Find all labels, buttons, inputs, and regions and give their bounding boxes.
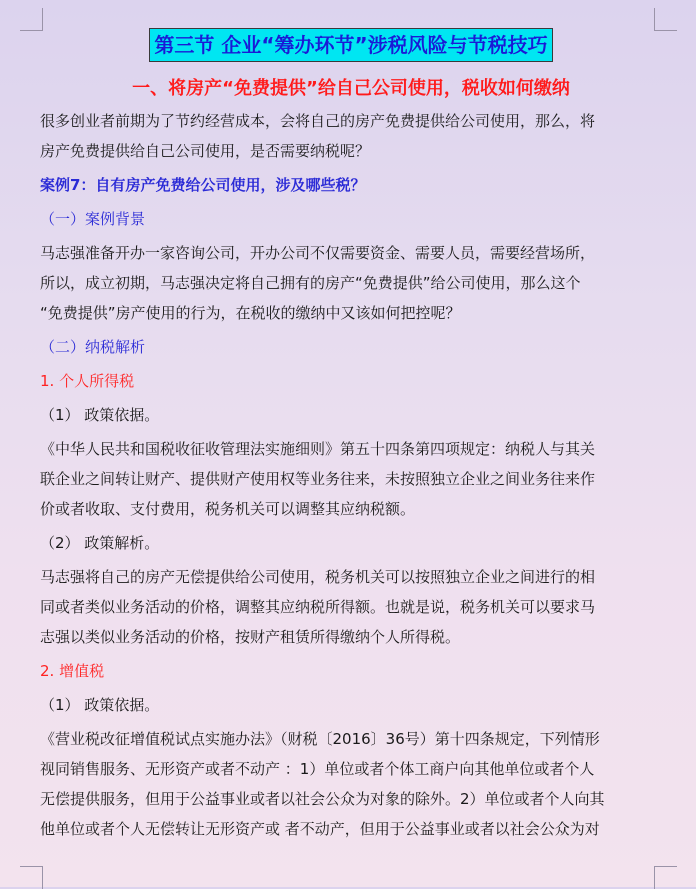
case-title: 案例7：自有房产免费给公司使用，涉及哪些税？ (40, 176, 366, 194)
intro-paragraph (40, 106, 662, 166)
text-line: 很多创业者前期为了节约经营成本，会将自己的房产免费提供给公司使用，那么，将 (40, 112, 596, 130)
text-line: 同或者类似业务活动的价格，调整其应纳税所得额。也就是说，税务机关可以要求马 (40, 598, 596, 616)
section-heading-background: （一）案例背景 (40, 210, 146, 228)
subtitle: 一、将房产“免费提供”给自己公司使用，税收如何缴纳 (132, 78, 570, 99)
text-line: 价或者收取、支付费用，税务机关可以调整其应纳税额。 (40, 500, 416, 518)
policy-basis-label: （1） 政策依据。 (40, 406, 160, 424)
section-heading-analysis: （二）纳税解析 (40, 338, 146, 356)
text-line: 《营业税改征增值税试点实施办法》（财税〔2016〕36号）第十四条规定，下列情形 (40, 730, 600, 748)
text-line: 马志强准备开办一家咨询公司，开办公司不仅需要资金、需要人员，需要经营场所， (40, 244, 596, 262)
document-page (40, 28, 662, 848)
text-line: 马志强将自己的房产无偿提供给公司使用，税务机关可以按照独立企业之间进行的相 (40, 568, 596, 586)
tax-heading-income-tax: 1. 个人所得税 (40, 372, 135, 390)
text-line: “免费提供”房产使用的行为，在税收的缴纳中又该如何把控呢？ (40, 304, 461, 322)
text-line: 他单位或者个人无偿转让无形资产或 者不动产，但用于公益事业或者以社会公众为对 (40, 820, 600, 838)
text-line: 《中华人民共和国税收征收管理法实施细则》第五十四条第四项规定：纳税人与其关 (40, 440, 596, 458)
income-tax-analysis-paragraph (40, 562, 662, 652)
corner-mark-bottom-left (20, 866, 43, 889)
corner-mark-bottom-right (654, 866, 677, 889)
title-wrap (40, 28, 662, 68)
text-line: 所以，成立初期，马志强决定将自己拥有的房产“免费提供”给公司使用，那么这个 (40, 274, 581, 292)
vat-basis-paragraph (40, 724, 662, 844)
background-paragraph (40, 238, 662, 328)
text-line: 志强以类似业务活动的价格，按财产租赁所得缴纳个人所得税。 (40, 628, 461, 646)
text-line: 视同销售服务、无形资产或者不动产 ：1）单位或者个体工商户向其他单位或者个人 (40, 760, 595, 778)
policy-analysis-label: （2） 政策解析。 (40, 534, 160, 552)
tax-heading-vat: 2. 增值税 (40, 662, 105, 680)
text-line: 无偿提供服务，但用于公益事业或者以社会公众为对象的除外。2）单位或者个人向其 (40, 790, 605, 808)
text-line: 房产免费提供给自己公司使用，是否需要纳税呢？ (40, 142, 371, 160)
section-title: 第三节 企业“筹办环节”涉税风险与节税技巧 (149, 28, 552, 62)
policy-basis-label: （1） 政策依据。 (40, 696, 160, 714)
text-line: 联企业之间转让财产、提供财产使用权等业务往来，未按照独立企业之间业务往来作 (40, 470, 596, 488)
income-tax-basis-paragraph (40, 434, 662, 524)
